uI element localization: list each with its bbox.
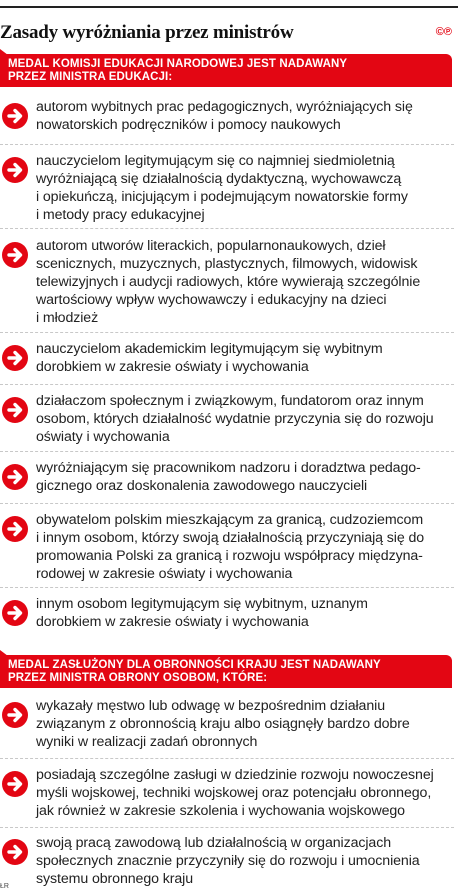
list-item-text	[36, 152, 452, 224]
text-line: scenicznych, muzycznych, plastycznych, filmowych, widowisk	[36, 256, 418, 272]
section1-banner-line: MEDAL KOMISJI EDUKACJI NARODOWEJ JEST NADAWANY	[8, 58, 348, 70]
author-initials: ŁR	[0, 883, 9, 890]
text-line: dorobkiem w zakresie oświaty i wychowania	[36, 359, 309, 375]
arrow-right-circle-icon	[2, 516, 28, 542]
text-line: swoją pracą zawodową lub działalnością w organizacjach	[36, 835, 392, 851]
text-line: nauczycielom legitymującym się co najmniej siedmioletnią	[36, 153, 395, 169]
list-item-text	[36, 511, 452, 583]
top-rule	[0, 6, 458, 8]
banner-tab-shape	[0, 49, 8, 55]
page-title: Zasady wyróżniania przez ministrów	[0, 22, 294, 43]
section2-banner	[0, 655, 452, 688]
text-line: i metody pracy edukacyjnej	[36, 207, 205, 223]
text-line: wyróżniającym się pracownikom nadzoru i doradztwa pedago-	[36, 460, 421, 476]
text-line: posiadają szczególne zasługi w dziedzinie rozwoju nowoczesnej	[36, 767, 434, 783]
arrow-right-circle-icon	[2, 157, 28, 183]
text-line: telewizyjnych i audycji radiowych, które wywierają szczególnie	[36, 274, 421, 290]
section2-banner-line: PRZEZ MINISTRA OBRONY OSOBOM, KTÓRE:	[8, 672, 268, 684]
list-item-text	[36, 237, 452, 327]
text-line: związanym z obronnością kraju albo osiągnęły bardzo dobre	[36, 716, 410, 732]
arrow-right-circle-icon	[2, 702, 28, 728]
divider	[0, 758, 454, 759]
text-line: promowania Polski za granicą i rozwoju współpracy międzyna-	[36, 548, 423, 564]
divider	[0, 503, 454, 504]
text-line: dorobkiem w zakresie oświaty i wychowania	[36, 614, 309, 630]
divider	[0, 451, 454, 452]
text-line: oświaty i wychowania	[36, 429, 170, 445]
text-line: autorom wybitnych prac pedagogicznych, wyróżniających się	[36, 99, 413, 115]
text-line: działaczom społecznym i związkowym, fundatorom oraz innym	[36, 393, 424, 409]
text-line: autorom utworów literackich, popularnonaukowych, dzieł	[36, 238, 386, 254]
list-item-text	[36, 697, 452, 751]
divider	[0, 228, 454, 229]
section2-banner-line: MEDAL ZASŁUŻONY DLA OBRONNOŚCI KRAJU JEST NADAWANY	[8, 659, 381, 671]
arrow-right-circle-icon	[2, 397, 28, 423]
text-line: społecznych znacznie przyczyniły się do rozwoju i umocnienia	[36, 853, 420, 869]
arrow-right-circle-icon	[2, 242, 28, 268]
list-item-text	[36, 340, 452, 376]
divider	[0, 332, 454, 333]
text-line: innym osobom legitymującym się wybitnym, uznanym	[36, 596, 368, 612]
text-line: jak również w zakresie szkolenia i wychowania wojskowego	[36, 803, 405, 819]
arrow-right-circle-icon	[2, 771, 28, 797]
text-line: i młodzież	[36, 310, 99, 326]
text-line: osobom, których działalność wydatnie przyczynia się do rozwoju	[36, 411, 434, 427]
arrow-right-circle-icon	[2, 464, 28, 490]
divider	[0, 384, 454, 385]
arrow-right-circle-icon	[2, 103, 28, 129]
text-line: wyróżniającą się działalnością dydaktyczną, wychowawczą	[36, 171, 402, 187]
list-item-text	[36, 766, 452, 820]
text-line: myśli wojskowej, techniki wojskowej oraz potencjału obronnego,	[36, 785, 432, 801]
list-item-text	[36, 595, 452, 631]
text-line: i opiekuńczą, inicjującym i podejmującym nowatorskie formy	[36, 189, 408, 205]
list-item-text	[36, 392, 452, 446]
list-item-text	[36, 834, 452, 888]
section1-banner	[0, 54, 452, 87]
text-line: gicznego oraz doskonalenia zawodowego nauczycieli	[36, 478, 368, 494]
list-item-text	[36, 459, 452, 495]
publisher-logo: ©℗	[435, 26, 452, 38]
banner-tab-shape	[0, 650, 8, 656]
divider	[0, 144, 454, 145]
text-line: wyniki w realizacji zadań obronnych	[36, 734, 258, 750]
arrow-right-circle-icon	[2, 345, 28, 371]
arrow-right-circle-icon	[2, 600, 28, 626]
text-line: nowatorskich podręczników i pomocy naukowych	[36, 117, 341, 133]
divider	[0, 587, 454, 588]
text-line: obywatelom polskim mieszkającym za granicą, cudzoziemcom	[36, 512, 424, 528]
divider	[0, 827, 454, 828]
text-line: nauczycielom akademickim legitymującym się wybitnym	[36, 341, 383, 357]
arrow-right-circle-icon	[2, 839, 28, 865]
list-item-text	[36, 98, 452, 134]
text-line: i innym osobom, którzy swoją działalnością przyczyniają się do	[36, 530, 425, 546]
section1-banner-line: PRZEZ MINISTRA EDUKACJI:	[8, 71, 173, 83]
text-line: wykazały męstwo lub odwagę w bezpośrednim działaniu	[36, 698, 385, 714]
text-line: systemu obronnego kraju	[36, 871, 194, 887]
text-line: rodowej w zakresie oświaty i wychowania	[36, 566, 293, 582]
text-line: wartościowy wpływ wychowawczy i edukacyjny na dzieci	[36, 292, 387, 308]
